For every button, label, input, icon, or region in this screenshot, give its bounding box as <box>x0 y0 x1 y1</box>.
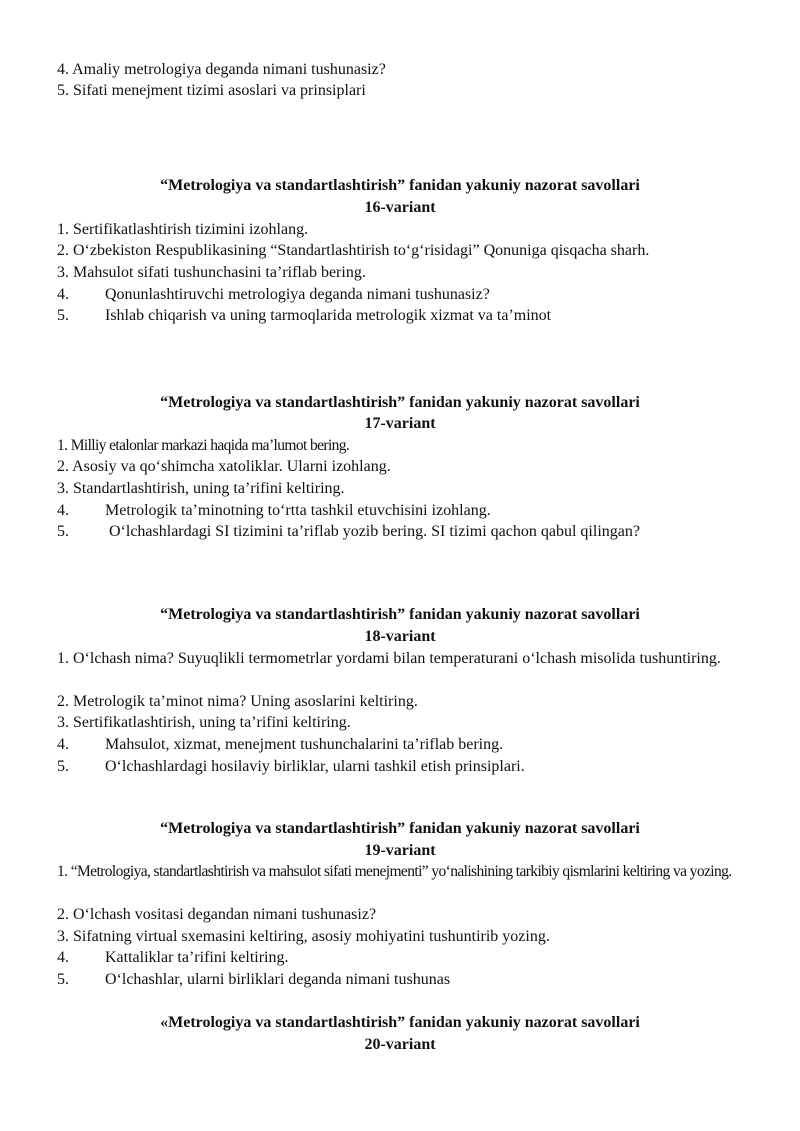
list-item: 3. Mahsulot sifati tushunchasini ta’riflab bering. <box>57 264 366 281</box>
variant-title: 16-variant <box>364 199 436 216</box>
list-item: 3. Sifatning virtual sxemasini keltiring, asosiy mohiyatini tushuntirib yozing. <box>57 928 550 945</box>
list-item: 1. Milliy etalonlar markazi haqida ma’lumot bering. <box>57 437 350 454</box>
list-item: 2. Asosiy va qo‘shimcha xatoliklar. Ularni izohlang. <box>57 458 391 475</box>
section-title: “Metrologiya va standartlashtirish” fanidan yakuniy nazorat savollari <box>160 177 640 194</box>
list-item: 1. O‘lchash nima? Suyuqlikli termometrlar yordami bilan temperaturani o‘lchash misolida tushuntiring. <box>57 650 721 667</box>
item-number: 4. <box>57 949 69 966</box>
item-text: O‘lchashlardagi hosilaviy birliklar, ularni tashkil etish prinsiplari. <box>105 758 525 775</box>
item-text: O‘lchashlar, ularni birliklari deganda nimani tushunas <box>105 971 451 988</box>
list-item <box>57 500 760 521</box>
item-number: 5. <box>57 971 69 988</box>
variant-title: 20-variant <box>364 1036 436 1053</box>
variant-title: 19-variant <box>364 842 436 859</box>
item-text: Ishlab chiqarish va uning tarmoqlarida metrologik xizmat va ta’minot <box>105 307 552 324</box>
item-number: 4. <box>57 286 69 303</box>
list-item <box>57 305 760 326</box>
list-item <box>57 947 760 968</box>
item-number: 4. <box>57 502 69 519</box>
list-item <box>57 734 760 755</box>
section-title: “Metrologiya va standartlashtirish” fanidan yakuniy nazorat savollari <box>160 606 640 623</box>
section-title: “Metrologiya va standartlashtirish” fanidan yakuniy nazorat savollari <box>160 820 640 837</box>
section-title: «Metrologiya va standartlashtirish” fanidan yakuniy nazorat savollari <box>160 1014 640 1031</box>
item-text: O‘lchashlardagi SI tizimini ta’riflab yozib bering. SI tizimi qachon qabul qilingan? <box>105 523 640 540</box>
item-number: 5. <box>57 758 69 775</box>
list-item <box>57 969 760 990</box>
item-text: Metrologik ta’minotning to‘rtta tashkil etuvchisini izohlang. <box>105 502 491 519</box>
item-text: Qonunlashtiruvchi metrologiya deganda nimani tushunasiz? <box>105 286 490 303</box>
item-number: 5. <box>57 523 69 540</box>
list-item: 3. Sertifikatlashtirish, uning ta’rifini keltiring. <box>57 714 351 731</box>
list-item: 3. Standartlashtirish, uning ta’rifini keltiring. <box>57 480 345 497</box>
list-item: 5. Sifati menejment tizimi asoslari va prinsiplari <box>57 82 366 99</box>
item-text: Kattaliklar ta’rifini keltiring. <box>105 949 289 966</box>
variant-title: 18-variant <box>364 628 436 645</box>
variant-title: 17-variant <box>364 415 436 432</box>
list-item <box>57 284 760 305</box>
list-item: 2. O‘zbekiston Respublikasining “Standartlashtirish to‘g‘risidagi” Qonuniga qisqacha sharh. <box>57 242 650 259</box>
list-item: 1. Sertifikatlashtirish tizimini izohlang. <box>57 221 309 238</box>
list-item: 2. O‘lchash vositasi degandan nimani tushunasiz? <box>57 906 377 923</box>
item-text: Mahsulot, xizmat, menejment tushunchalarini ta’riflab bering. <box>105 736 504 753</box>
list-item: 1. “Metrologiya, standartlashtirish va mahsulot sifati menejmenti” yo‘nalishining tarkibiy qismlarini keltiring va yozing. <box>57 863 732 880</box>
item-number: 4. <box>57 736 69 753</box>
item-number: 5. <box>57 307 69 324</box>
list-item: 4. Amaliy metrologiya deganda nimani tushunasiz? <box>57 61 386 78</box>
list-item <box>57 521 760 542</box>
list-item: 2. Metrologik ta’minot nima? Uning asoslarini keltiring. <box>57 693 418 710</box>
section-title: “Metrologiya va standartlashtirish” fanidan yakuniy nazorat savollari <box>160 394 640 411</box>
list-item <box>57 756 760 777</box>
